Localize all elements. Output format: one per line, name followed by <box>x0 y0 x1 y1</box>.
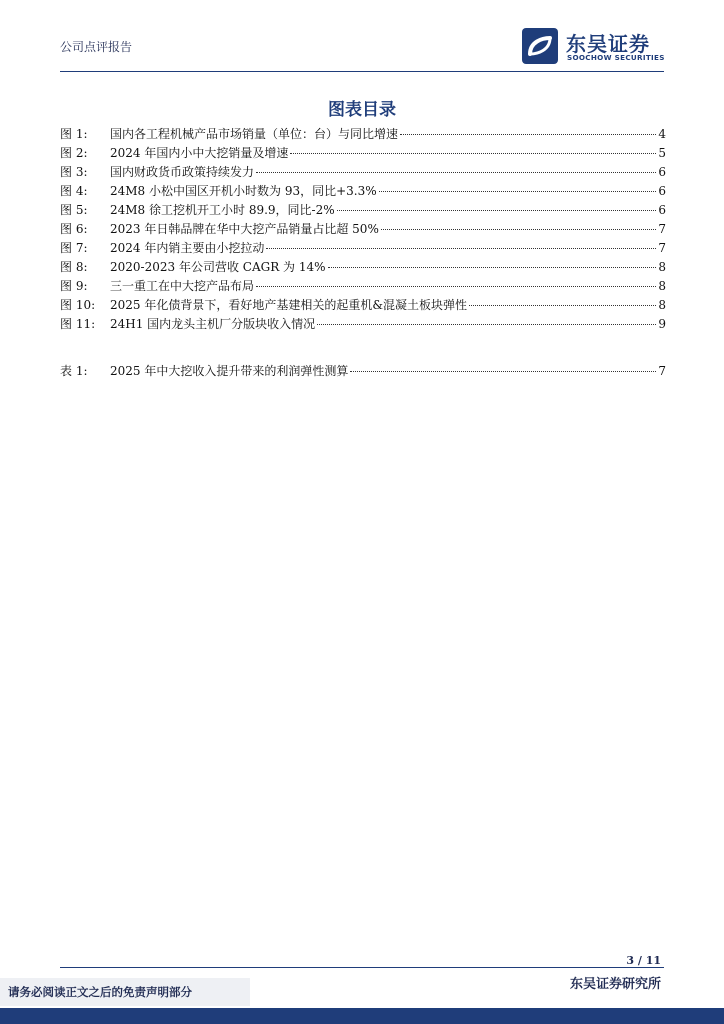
toc-entry-title: 国内财政货币政策持续发力 <box>110 165 255 179</box>
page-total: 11 <box>645 954 661 967</box>
toc-dot-leader <box>350 363 656 372</box>
toc-entry-title: 2024 年内销主要由小挖拉动 <box>110 241 265 255</box>
toc-entry[interactable] <box>60 362 666 381</box>
toc-dot-leader <box>400 126 656 135</box>
toc-entry-number: 图 10: <box>60 298 96 312</box>
toc-dot-leader <box>469 297 656 306</box>
soochow-logo-icon <box>522 28 558 64</box>
toc-entry[interactable] <box>60 125 666 144</box>
toc-entry-number: 图 4: <box>60 184 88 198</box>
toc-dot-leader <box>256 164 656 173</box>
toc-entry-page: 4 <box>658 127 666 141</box>
toc-entry-title: 三一重工在中大挖产品布局 <box>110 279 255 293</box>
toc-dot-leader <box>337 202 657 211</box>
toc-entry-number: 图 2: <box>60 146 88 160</box>
disclaimer-note: 请务必阅读正文之后的免责声明部分 <box>0 978 250 1006</box>
toc-entry[interactable] <box>60 258 666 277</box>
toc-dot-leader <box>328 259 657 268</box>
table-of-figures <box>60 125 666 381</box>
toc-entry-title: 24M8 小松中国区开机小时数为 93，同比+3.3% <box>110 184 377 198</box>
toc-entry-title: 2024 年国内小中大挖销量及增速 <box>110 146 289 160</box>
page-title: 图表目录 <box>328 100 396 120</box>
header-divider <box>60 71 664 72</box>
toc-entry-number: 图 8: <box>60 260 88 274</box>
toc-entry-page: 8 <box>658 298 666 312</box>
toc-entry-page: 8 <box>658 279 666 293</box>
toc-entry-page: 6 <box>658 165 666 179</box>
company-logo <box>522 28 672 64</box>
toc-dot-leader <box>256 278 656 287</box>
toc-entry-title: 2025 年化债背景下，看好地产基建相关的起重机&混凝土板块弹性 <box>110 298 468 312</box>
page-separator: / <box>637 954 646 967</box>
figures-list <box>60 125 666 334</box>
toc-dot-leader <box>381 221 657 230</box>
toc-entry-number: 图 6: <box>60 222 88 236</box>
toc-entry-number: 图 9: <box>60 279 88 293</box>
toc-entry[interactable] <box>60 277 666 296</box>
toc-dot-leader <box>290 145 656 154</box>
toc-entry-number: 图 7: <box>60 241 88 255</box>
page-number <box>626 954 661 967</box>
toc-entry-number: 图 11: <box>60 317 96 331</box>
toc-entry-title: 2025 年中大挖收入提升带来的利润弹性测算 <box>110 364 349 378</box>
toc-entry-number: 图 5: <box>60 203 88 217</box>
toc-entry-page: 7 <box>658 241 666 255</box>
toc-entry-page: 7 <box>658 364 666 378</box>
toc-entry-title: 24H1 国内龙头主机厂分版块收入情况 <box>110 317 316 331</box>
bottom-bar <box>0 1008 724 1024</box>
toc-entry-page: 5 <box>658 146 666 160</box>
toc-entry-number: 图 1: <box>60 127 88 141</box>
toc-entry[interactable] <box>60 163 666 182</box>
logo-name-en: SOOCHOW SECURITIES <box>567 53 665 62</box>
toc-entry-page: 6 <box>658 203 666 217</box>
toc-entry-title: 国内各工程机械产品市场销量（单位：台）与同比增速 <box>110 127 399 141</box>
toc-entry[interactable] <box>60 201 666 220</box>
toc-entry-page: 9 <box>658 317 666 331</box>
toc-entry-page: 7 <box>658 222 666 236</box>
toc-entry-number: 图 3: <box>60 165 88 179</box>
toc-entry[interactable] <box>60 220 666 239</box>
toc-dot-leader <box>266 240 656 249</box>
toc-entry-number: 表 1: <box>60 364 88 378</box>
toc-spacer <box>60 334 666 362</box>
footer-brand: 东吴证券研究所 <box>569 977 661 992</box>
logo-name-cn: 东吴证券 <box>566 32 650 56</box>
toc-entry-title: 24M8 徐工挖机开工小时 89.9，同比-2% <box>110 203 335 217</box>
toc-entry[interactable] <box>60 296 666 315</box>
toc-entry[interactable] <box>60 144 666 163</box>
toc-entry-title: 2020-2023 年公司营收 CAGR 为 14% <box>110 260 326 274</box>
toc-entry[interactable] <box>60 182 666 201</box>
tables-list <box>60 362 666 381</box>
toc-entry-page: 8 <box>658 260 666 274</box>
toc-dot-leader <box>379 183 657 192</box>
toc-dot-leader <box>317 316 656 325</box>
page-current: 3 <box>626 954 634 967</box>
toc-entry-title: 2023 年日韩品牌在华中大挖产品销量占比超 50% <box>110 222 379 236</box>
toc-entry[interactable] <box>60 315 666 334</box>
footer-divider <box>60 967 664 968</box>
toc-entry[interactable] <box>60 239 666 258</box>
toc-entry-page: 6 <box>658 184 666 198</box>
header-report-type: 公司点评报告 <box>60 40 133 54</box>
